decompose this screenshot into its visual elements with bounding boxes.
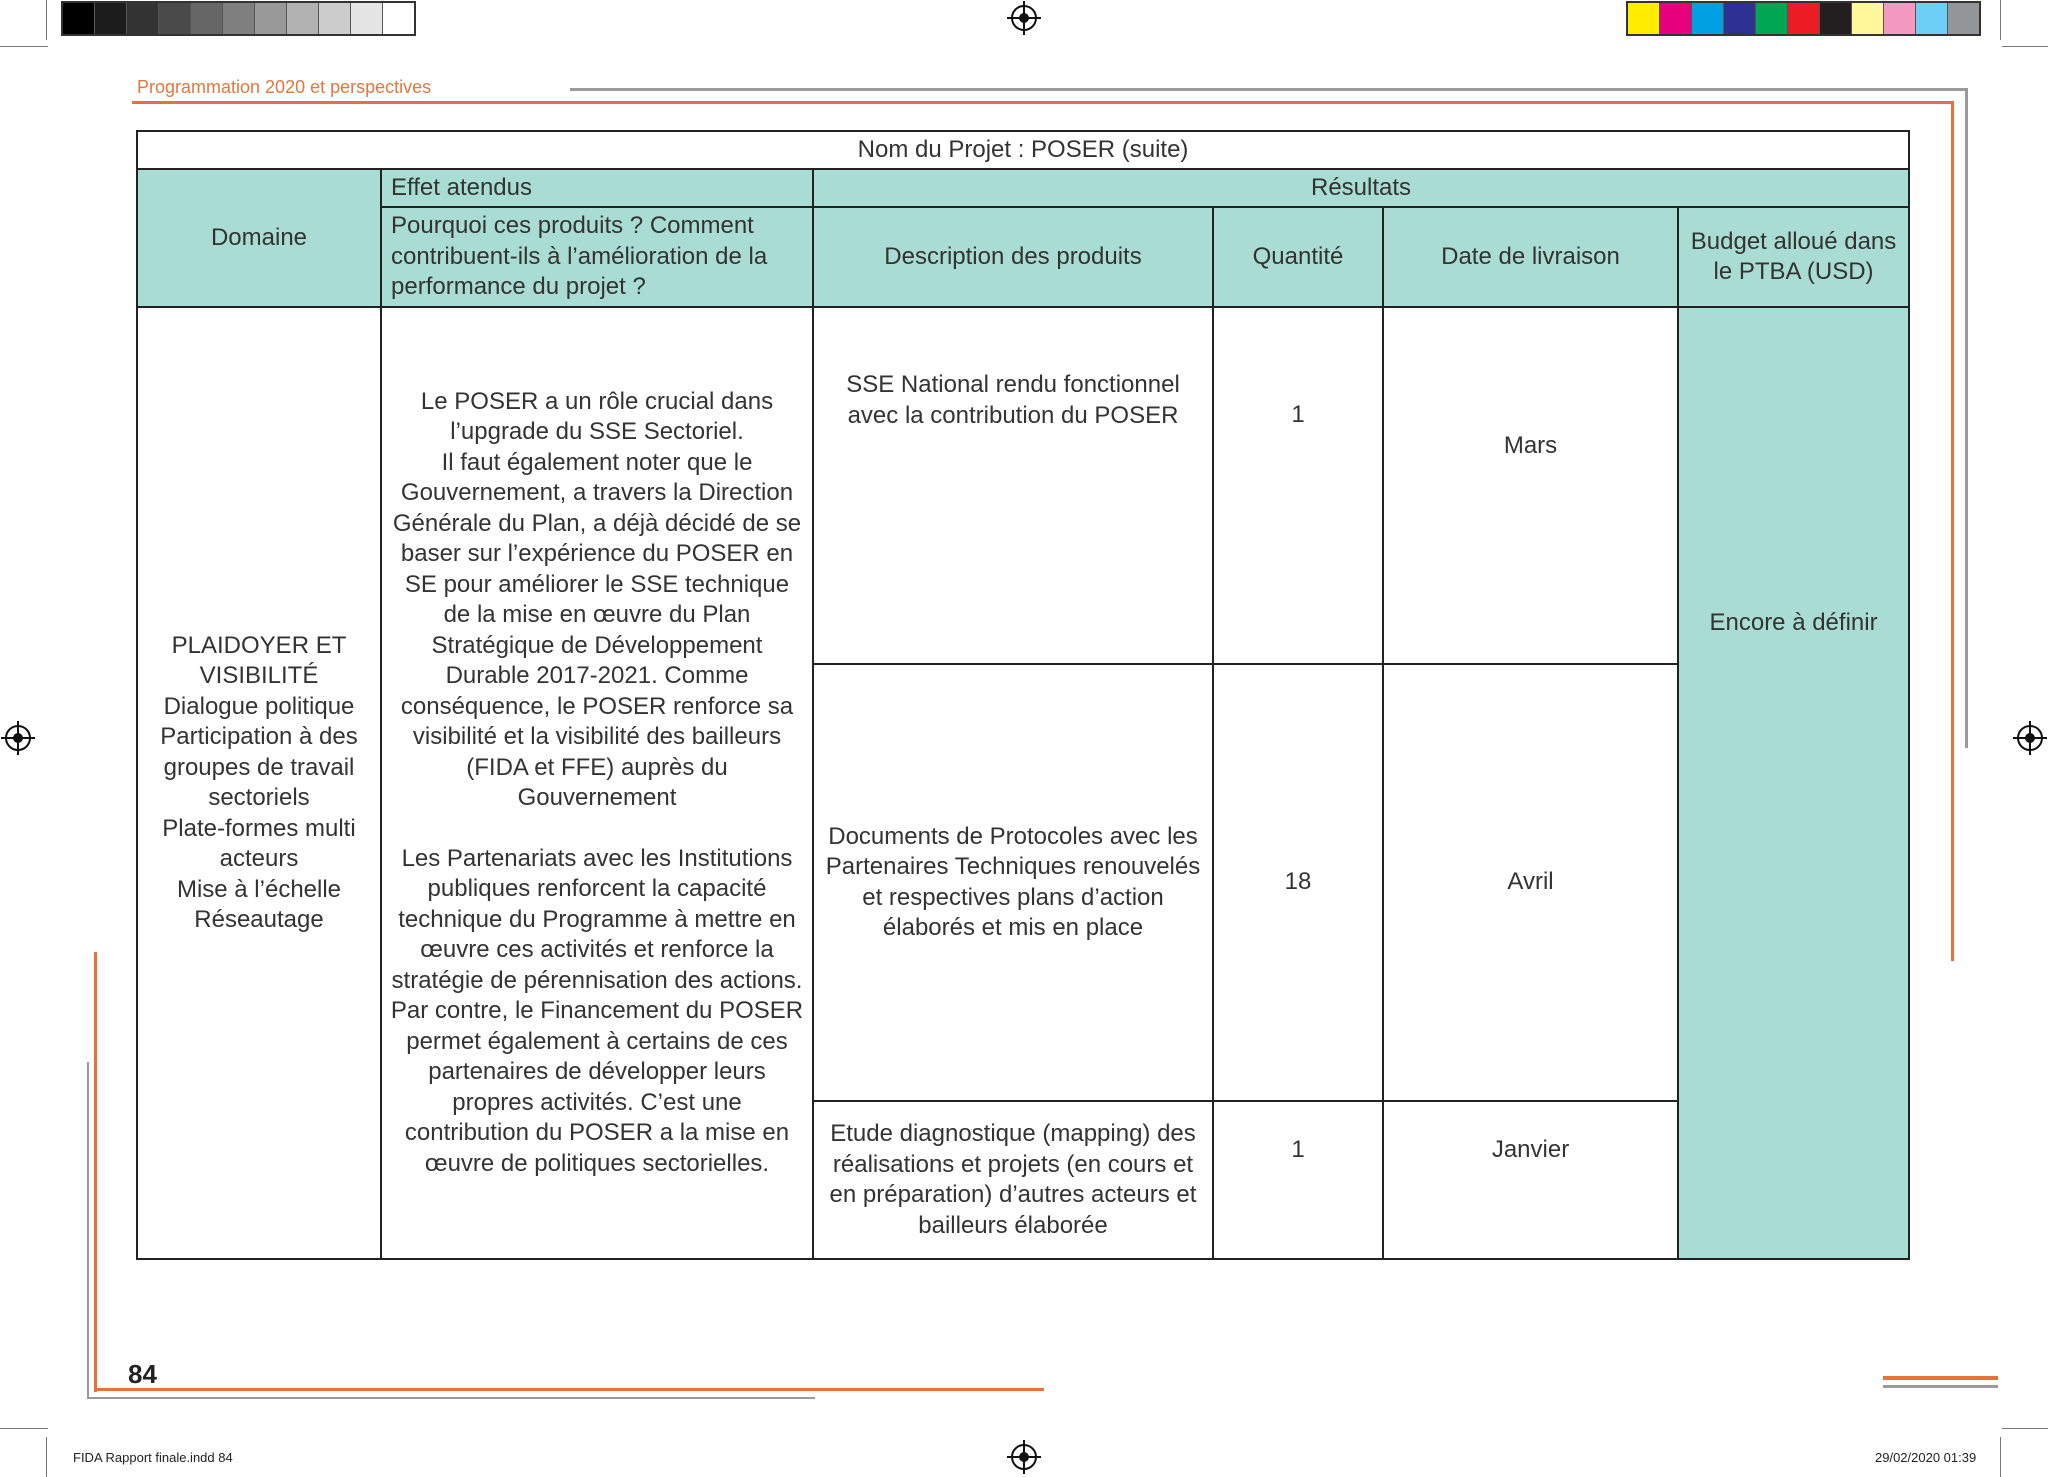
gray-swatch (127, 3, 159, 34)
gray-swatch (223, 3, 255, 34)
gray-swatch (319, 3, 351, 34)
bottom-right-orange-rule (1883, 1376, 1998, 1380)
bottom-right-gray-rule (1883, 1385, 1998, 1388)
row-3-description (813, 1101, 1213, 1259)
row-3-description-line: réalisations et projets (en cours et en préparation) d’autres acteurs et bailleurs élaborée (829, 1150, 1197, 1239)
header-effet: Effet atendus (381, 169, 813, 207)
crop-mark (0, 1428, 48, 1429)
header-description: Description des produits (813, 207, 1213, 307)
right-orange-rule (1951, 101, 1954, 961)
color-swatch (1692, 3, 1724, 34)
domaine-item: Participation à des groupes de travail sectoriels (160, 723, 358, 811)
gray-swatch (287, 3, 319, 34)
crop-mark (46, 1437, 47, 1477)
registration-mark-top-icon (1011, 5, 1037, 31)
domaine-item: Dialogue politique (163, 692, 355, 720)
table-title: Nom du Projet : POSER (suite) (137, 131, 1909, 169)
left-gray-rule (87, 1062, 89, 1399)
date-slug: 29/02/2020 01:39 (1875, 1450, 1977, 1465)
gray-swatch (351, 3, 383, 34)
effet-paragraph: Le POSER a un rôle crucial dans l’upgrade du SSE Sectoriel. (420, 387, 774, 446)
crop-mark (46, 0, 47, 40)
domaine-item: Réseautage (194, 906, 324, 933)
color-swatch (1852, 3, 1884, 34)
registration-mark-left-icon (5, 725, 31, 751)
domaine-item: Mise à l’échelle (176, 875, 342, 903)
right-gray-rule (1965, 88, 1968, 748)
crop-mark (2000, 1437, 2001, 1477)
row-3-description-line: Etude diagnostique (mapping) des (830, 1120, 1196, 1147)
crop-mark (0, 46, 48, 47)
domaine-cell (137, 307, 381, 1259)
color-swatch (1948, 3, 1979, 34)
registration-mark-right-icon (2017, 725, 2043, 751)
running-header: Programmation 2020 et perspectives (137, 77, 432, 97)
gray-swatch (63, 3, 95, 34)
row-2-description: Documents de Protocoles avec les Partenaires Techniques renouvelés et respectives plans d’action élaborés et mis en place (813, 664, 1213, 1101)
file-slug: FIDA Rapport finale.indd 84 (73, 1450, 233, 1465)
header-date: Date de livraison (1383, 207, 1678, 307)
domaine-item: Plate-formes multi acteurs (162, 814, 356, 872)
color-swatch (1756, 3, 1788, 34)
crop-mark (2002, 46, 2048, 47)
color-swatch (1916, 3, 1948, 34)
crop-mark (2002, 1428, 2048, 1429)
header-resultats: Résultats (813, 169, 1909, 207)
header-gray-rule (570, 88, 1967, 91)
page-number: 84 (128, 1359, 157, 1389)
row-2-date: Avril (1383, 664, 1678, 1101)
budget-cell: Encore à définir (1678, 307, 1909, 1259)
domaine-item: PLAIDOYER ET VISIBILITÉ (171, 631, 347, 689)
crop-mark (2000, 0, 2001, 40)
row-1-description: SSE National rendu fonctionnel avec la contribution du POSER (813, 307, 1213, 664)
process-color-bar (1626, 1, 1981, 36)
color-swatch (1820, 3, 1852, 34)
registration-mark-bottom-icon (1011, 1444, 1037, 1470)
gray-swatch (255, 3, 287, 34)
row-3-date: Janvier (1383, 1101, 1678, 1259)
bottom-gray-rule (87, 1397, 815, 1399)
header-budget: Budget alloué dans le PTBA (USD) (1678, 207, 1909, 307)
gray-swatch (383, 3, 414, 34)
effet-paragraph: Il faut également noter que le Gouvernement, a travers la Direction Générale du Plan, a déjà décidé de se baser sur l’expérience du POSER en SE pour améliorer le SSE technique de la mise en œuvre du Plan Stratégique de Développement Durable 2017-2021. Comme conséquence, le POSER renforce sa visibilité et la visibilité des bailleurs (FIDA et FFE) auprès du Gouvernement (392, 448, 802, 812)
left-orange-rule (94, 952, 97, 1392)
header-orange-rule (132, 101, 1954, 104)
effet-cell (381, 307, 813, 1259)
row-3-quantite: 1 (1213, 1101, 1383, 1259)
gray-swatch (95, 3, 127, 34)
header-domaine: Domaine (137, 169, 381, 307)
grayscale-color-bar (61, 1, 416, 36)
effet-paragraph: Les Partenariats avec les Institutions publiques renforcent la capacité technique du Programme à mettre en œuvre ces activités et renforce la stratégie de pérennisation des actions. Par contre, le Financement du POSER permet également à certains de ces partenaires de développer leurs propres activités. C’est une contribution du POSER a la mise en œuvre de politiques sectorielles. (390, 844, 804, 1177)
color-swatch (1660, 3, 1692, 34)
gray-swatch (159, 3, 191, 34)
row-2-quantite: 18 (1213, 664, 1383, 1101)
gray-swatch (191, 3, 223, 34)
color-swatch (1788, 3, 1820, 34)
color-swatch (1724, 3, 1756, 34)
header-quantite: Quantité (1213, 207, 1383, 307)
bottom-orange-rule (94, 1388, 1044, 1391)
project-results-table (136, 130, 1910, 1260)
row-1-quantite: 1 (1213, 307, 1383, 664)
header-pourquoi: Pourquoi ces produits ? Comment contribuent-ils à l’amélioration de la performance du projet ? (381, 207, 813, 307)
color-swatch (1628, 3, 1660, 34)
row-1-date: Mars (1383, 307, 1678, 664)
color-swatch (1884, 3, 1916, 34)
